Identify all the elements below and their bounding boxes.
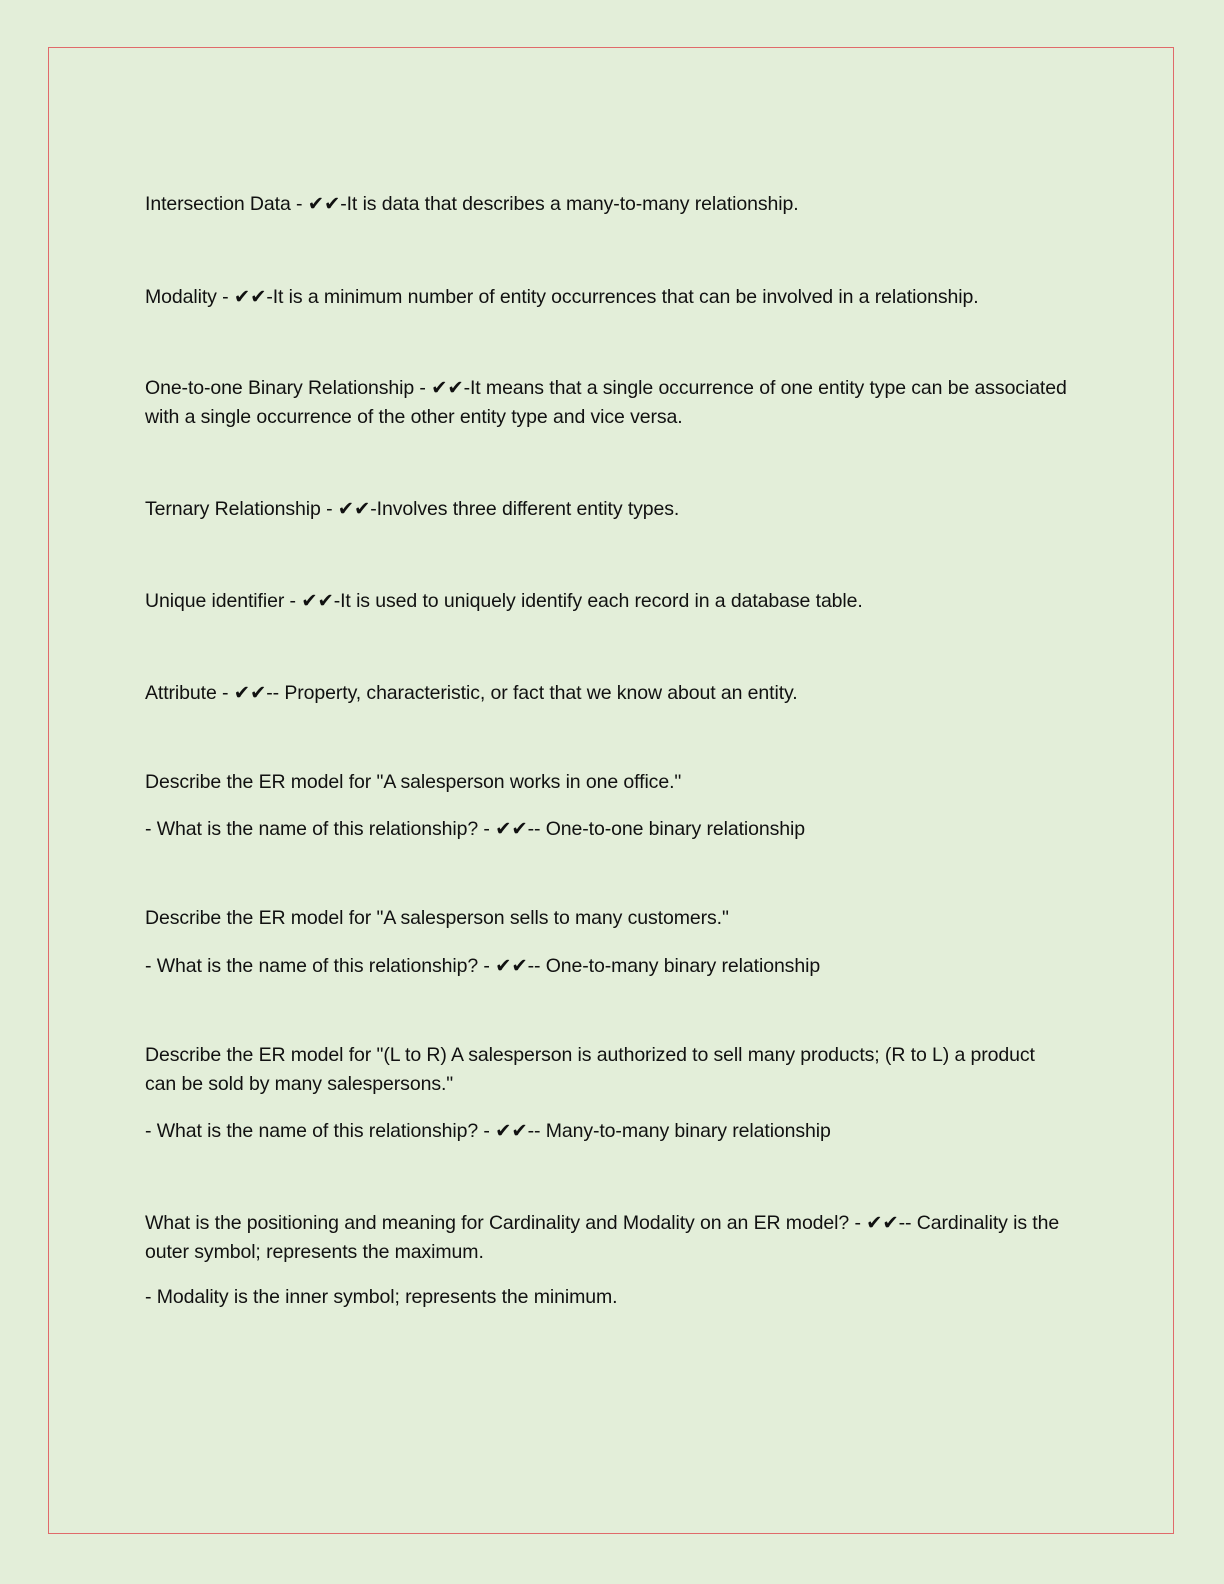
- entry-attribute: Attribute - ✔✔-- Property, characteristic, or fact that we know about an entity.: [145, 682, 798, 704]
- entry-unique-identifier: Unique identifier - ✔✔-It is used to uniquely identify each record in a database table.: [145, 590, 863, 612]
- entry-intersection-data: Intersection Data - ✔✔-It is data that describes a many-to-many relationship.: [145, 193, 799, 215]
- entry-er-office-question: Describe the ER model for "A salesperson works in one office.": [145, 771, 682, 793]
- entry-modality: Modality - ✔✔-It is a minimum number of entity occurrences that can be involved in a relationship.: [145, 286, 979, 308]
- entry-one-to-one-binary: One-to-one Binary Relationship - ✔✔-It means that a single occurrence of one entity type can be associated with a single occurrence of the other entity type and vice versa.: [145, 377, 1067, 428]
- entry-er-office-answer: - What is the name of this relationship? - ✔✔-- One-to-one binary relationship: [145, 818, 806, 840]
- entry-er-products-question: Describe the ER model for "(L to R) A salesperson is authorized to sell many products; (R to L) a product can be sold by many salespersons.": [145, 1044, 1035, 1095]
- entry-cardinality-modality: What is the positioning and meaning for Cardinality and Modality on an ER model? - ✔✔-- Cardinality is the outer symbol; represents the maximum.: [145, 1212, 1060, 1263]
- entry-ternary-relationship: Ternary Relationship - ✔✔-Involves three different entity types.: [145, 498, 680, 520]
- entry-er-customers-question: Describe the ER model for "A salesperson sells to many customers.": [145, 907, 729, 929]
- entry-er-products-answer: - What is the name of this relationship? - ✔✔-- Many-to-many binary relationship: [145, 1120, 831, 1142]
- entry-er-customers-answer: - What is the name of this relationship? - ✔✔-- One-to-many binary relationship: [145, 955, 821, 977]
- entry-modality-inner: - Modality is the inner symbol; represents the minimum.: [145, 1286, 618, 1308]
